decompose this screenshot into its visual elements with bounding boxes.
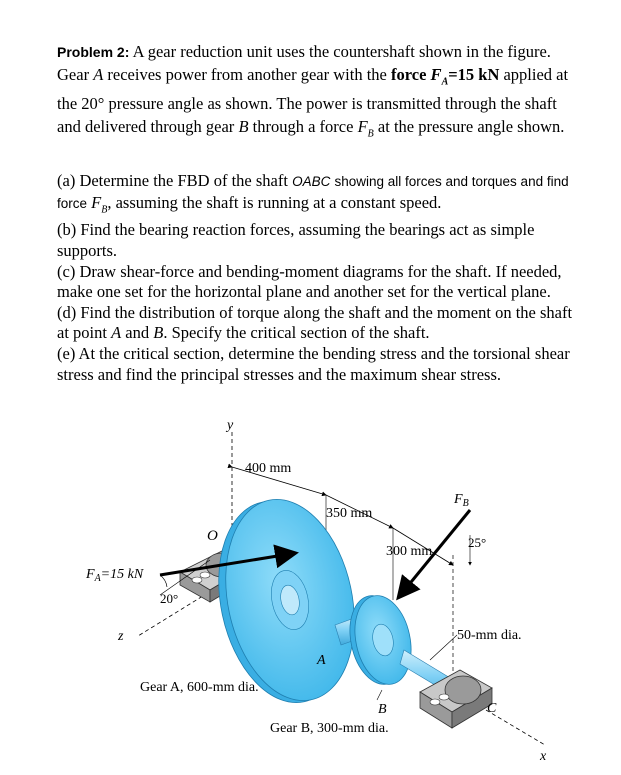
force-sub: A <box>441 75 449 87</box>
dim-400-label: 400 mm <box>245 461 292 476</box>
point-b-label: B <box>378 702 387 717</box>
y-axis-label: y <box>227 418 234 433</box>
x-axis-label: x <box>540 749 547 764</box>
fb-label: $F_B$ <box>454 492 469 509</box>
part-d-pre: (d) Find the distribution of torque along the shaft and the moment on the shaft at point <box>57 302 573 343</box>
force-word: force <box>391 64 427 84</box>
gear-a-caption: Gear A, 600-mm dia. <box>140 680 259 695</box>
part-a-fb-sub: B <box>101 203 108 215</box>
point-b-leader <box>377 690 382 700</box>
fb-angle-label: 25° <box>468 535 487 550</box>
force-symbol: F <box>430 64 442 84</box>
dim-300-label: 300 mm <box>386 544 433 559</box>
part-d-post: . Specify the critical section of the shaft. <box>163 323 430 343</box>
part-a-mid: showing all forces and torques and find force <box>57 174 569 211</box>
problem-mid1: receives power from another gear with the <box>107 64 387 84</box>
fa-angle-arc <box>160 575 167 587</box>
part-c: (c) Draw shear-force and bending-moment diagrams for the shaft. If needed, make one set for the horizontal plane and another set for the vertical plane. <box>57 261 562 302</box>
part-e: (e) At the critical section, determine the bending stress and the torsional shear stress and find the principal stresses and the maximum shear stress. <box>57 344 570 384</box>
point-c-label: C <box>487 701 497 716</box>
part-b: (b) Find the bearing reaction forces, assuming the bearings act as simple supports. <box>57 220 535 261</box>
gear-a-ref: A <box>93 64 104 84</box>
dim-350-label: 350 mm <box>326 506 373 521</box>
part-d-and: and <box>125 323 150 343</box>
problem-mid2: applied at the 20° pressure angle as shown. The power is transmitted through the shaft and delivered through gear <box>57 64 569 136</box>
problem-tail: at the pressure angle shown. <box>377 116 565 136</box>
part-a-pre: (a) Determine the FBD of the shaft <box>57 171 288 190</box>
point-a-label: A <box>317 653 326 668</box>
part-d-b: B <box>153 323 164 343</box>
part-a-fb: F <box>91 192 102 212</box>
fa-label: $F_A=15$ kN <box>86 567 144 584</box>
fa-angle-label: 20° <box>160 591 179 606</box>
part-a-shaft: OABC <box>292 174 331 189</box>
gear-b-ref: B <box>238 116 249 136</box>
part-d-a: A <box>111 323 122 343</box>
problem-mid3: through a force <box>252 116 354 136</box>
problem-lead: A gear reduction unit uses the countershaft shown in the figure. Gear <box>57 42 551 84</box>
part-a-post: , assuming the shaft is running at a constant speed. <box>107 192 442 212</box>
shaft-dia-label: 50-mm dia. <box>457 628 522 643</box>
z-axis-label: z <box>118 629 124 644</box>
origin-label: O <box>207 528 218 544</box>
fb-sub: B <box>367 128 374 140</box>
force-value: =15 kN <box>448 64 500 84</box>
gear-b-caption: Gear B, 300-mm dia. <box>270 721 389 736</box>
fb-symbol: F <box>357 116 368 136</box>
problem-number: Problem 2: <box>57 44 130 60</box>
